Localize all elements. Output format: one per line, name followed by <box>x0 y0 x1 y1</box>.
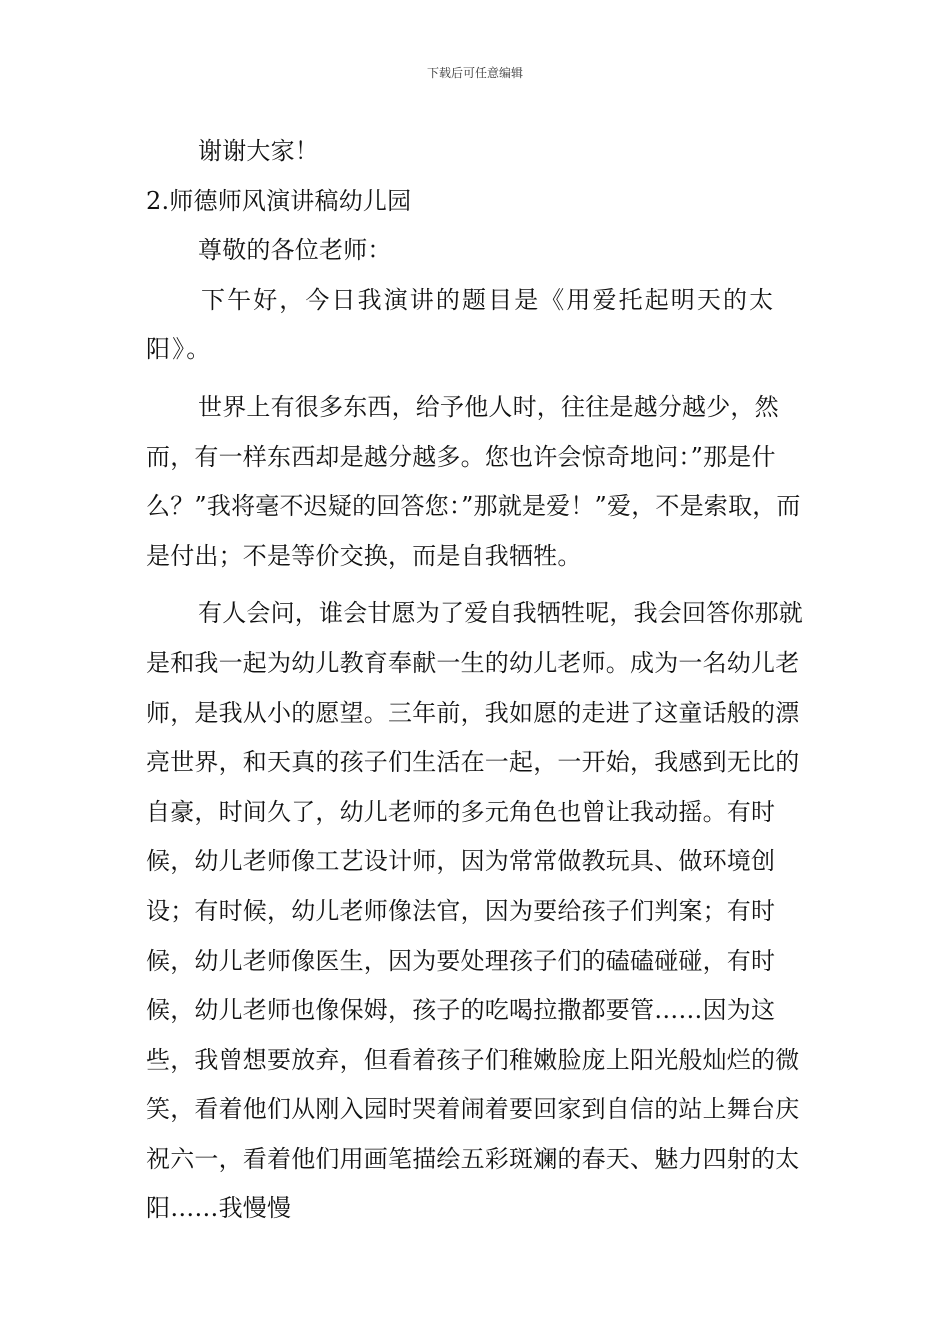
paragraph-teacher: 有人会问，谁会甘愿为了爱自我牺牲呢，我会回答你那就是和我一起为幼儿教育奉献一生的幼儿老师。成为一名幼儿老师，是我从小的愿望。三年前，我如愿的走进了这童话般的漂亮世界，和天真的孩子们生活在一起，一开始，我感到无比的自豪，时间久了，幼儿老师的多元角色也曾让我动摇。有时候，幼儿老师像工艺设计师，因为常常做教玩具、做环境创设；有时候，幼儿老师像法官，因为要给孩子们判案；有时候，幼儿老师像医生，因为要处理孩子们的磕磕碰碰，有时候，幼儿老师也像保姆，孩子的吃喝拉撒都要管……因为这些，我曾想要放弃，但看着孩子们稚嫩脸庞上阳光般灿烂的微笑，看着他们从刚入园时哭着闹着要回家到自信的站上舞台庆祝六一，看着他们用画笔描绘五彩斑斓的春天、魅力四射的太阳……我慢慢 <box>146 599 803 1223</box>
page-header: 下载后可任意编辑 <box>426 66 523 80</box>
section-heading: 2.师德师风演讲稿幼儿园 <box>146 186 412 215</box>
paragraph-intro: 下午好，今日我演讲的题目是《用爱托起明天的太阳》。 <box>146 285 776 364</box>
salutation: 尊敬的各位老师： <box>198 236 392 265</box>
paragraph-love: 世界上有很多东西，给予他人时，往往是越分越少，然而，有一样东西却是越分越多。您也许会惊奇地问：”那是什么？”我将毫不迟疑的回答您：”那就是爱！”爱，不是索取，而是付出；不是等价交换，而是自我牺牲。 <box>146 392 801 570</box>
closing-line: 谢谢大家！ <box>198 137 319 165</box>
document-body <box>146 127 810 1234</box>
